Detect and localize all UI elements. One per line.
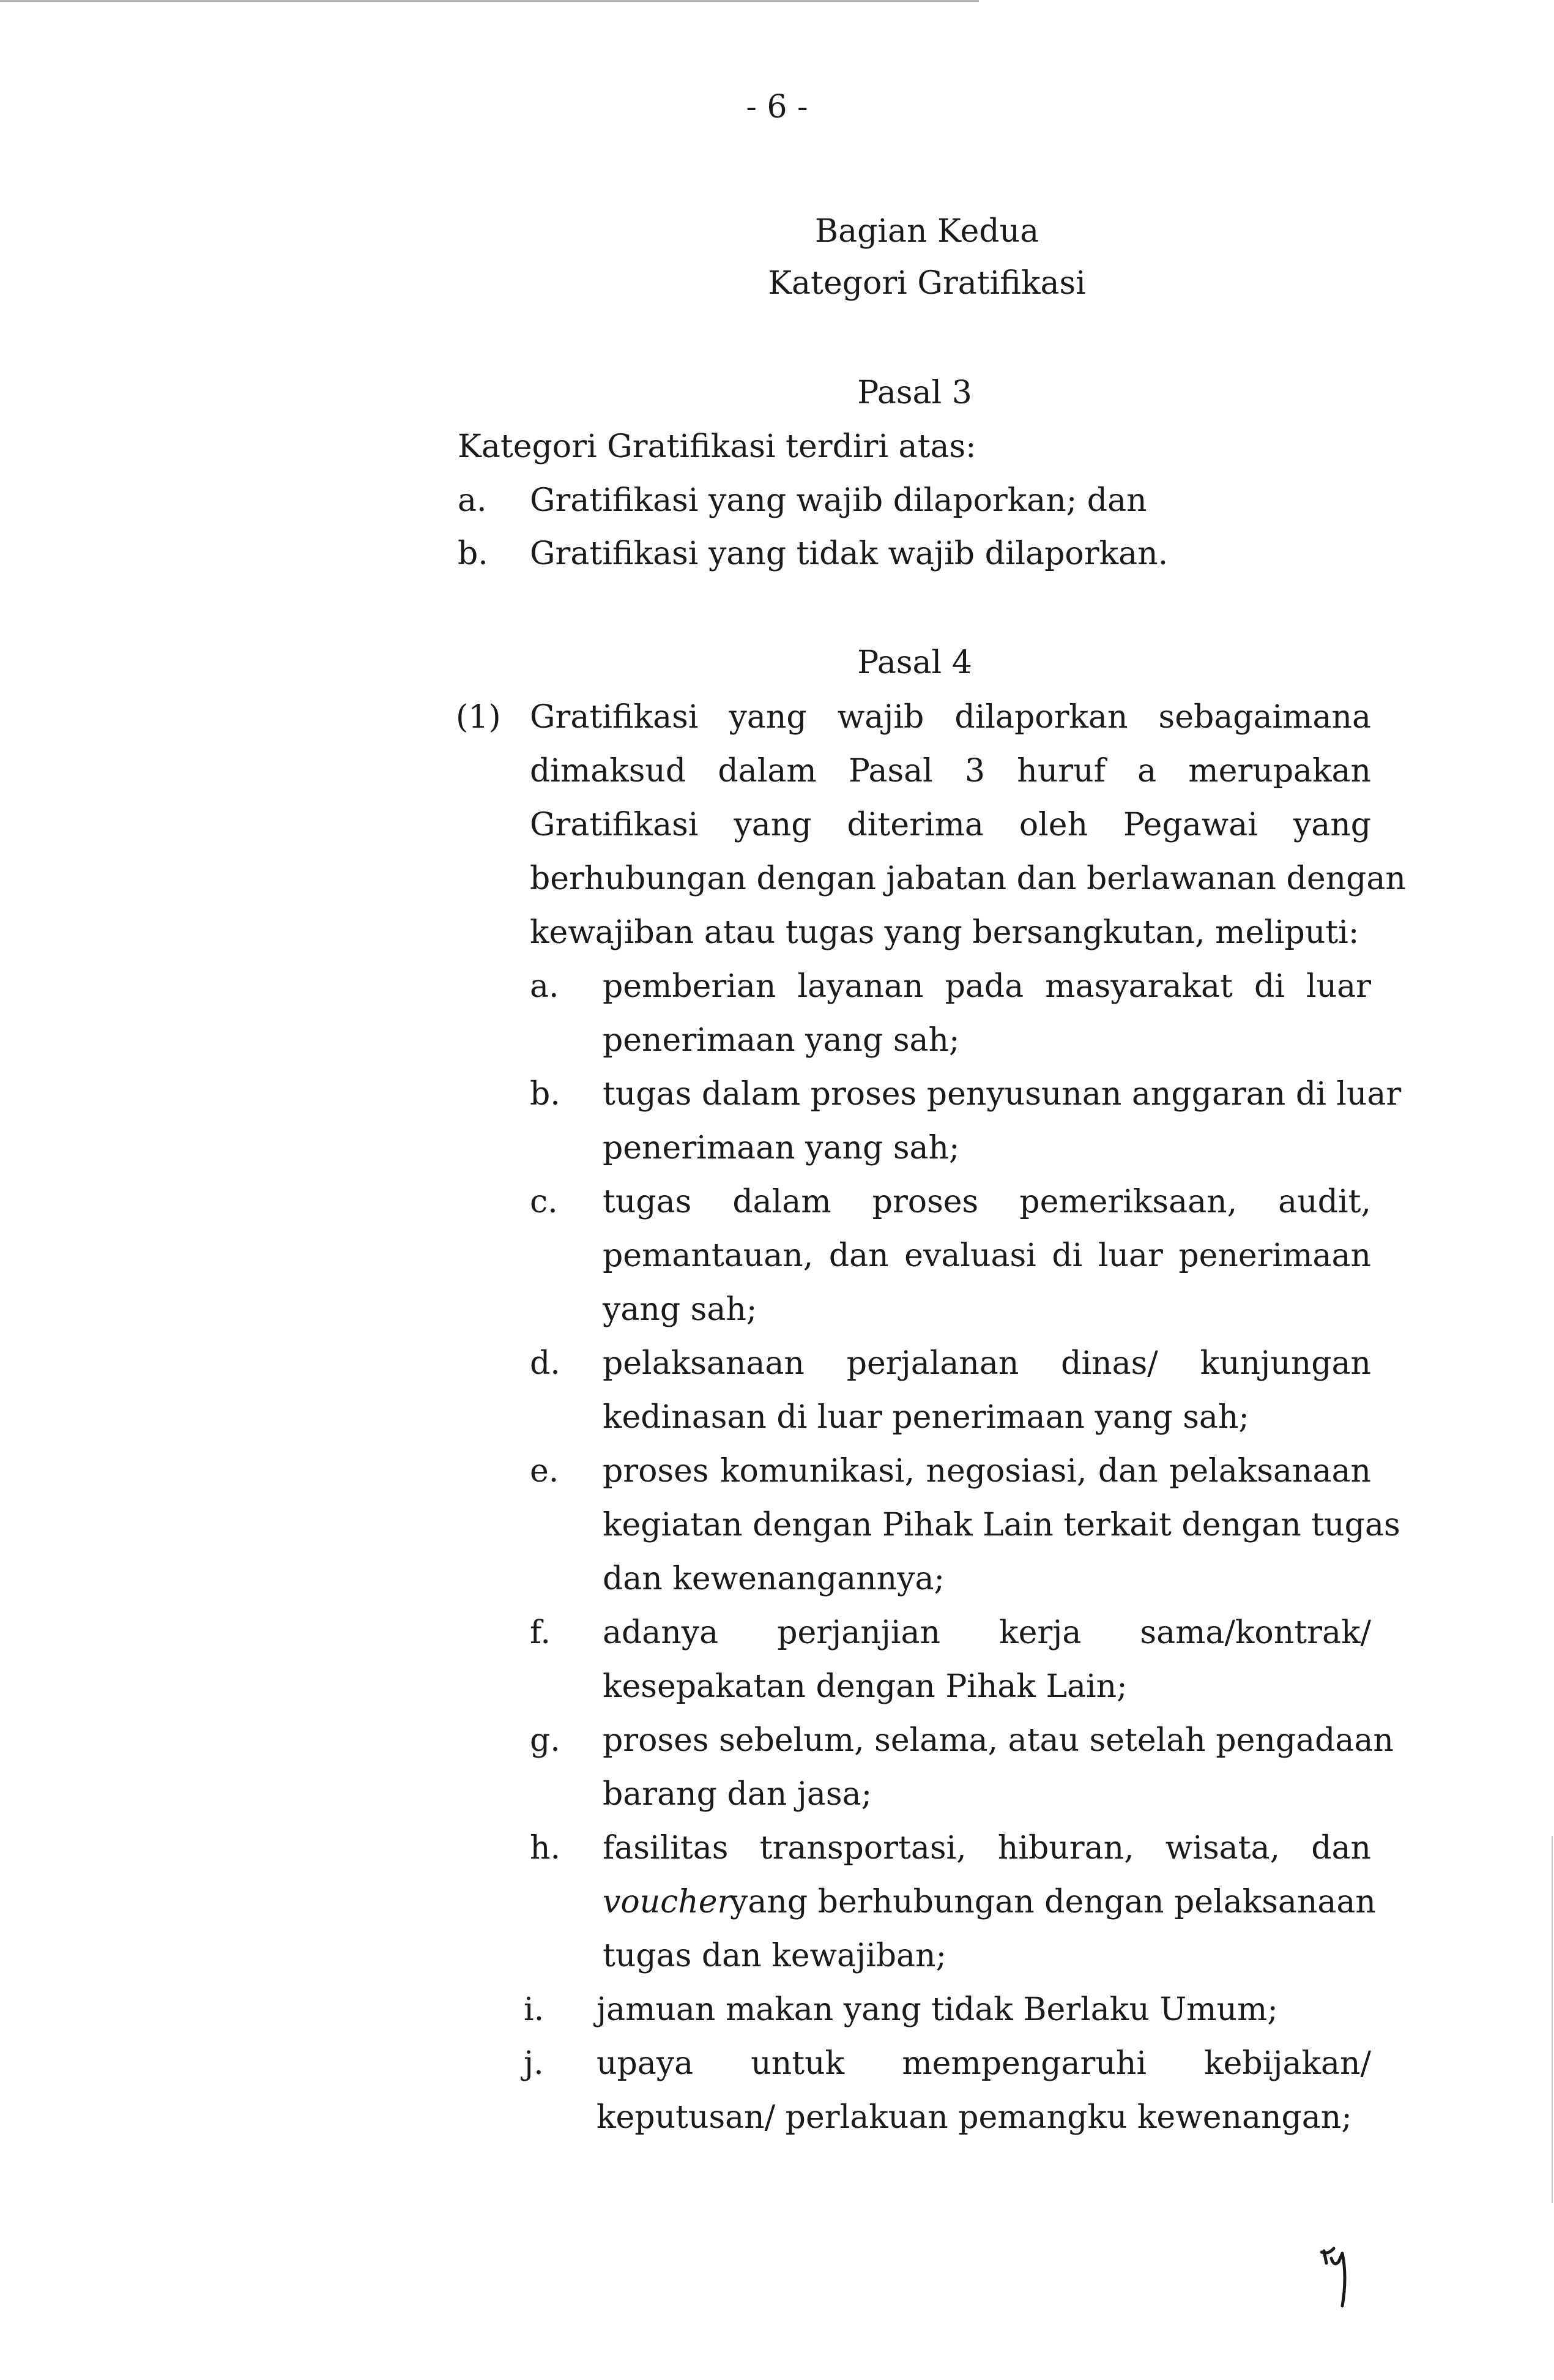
pasal-4-item-line: dan kewenangannya; bbox=[603, 1561, 945, 1597]
pasal-3-item-b-marker: b. bbox=[458, 535, 488, 572]
pasal-3-title: Pasal 3 bbox=[857, 375, 972, 411]
pasal-4-item-line: proses komunikasi, negosiasi, dan pelaksanaan bbox=[603, 1453, 1371, 1490]
section-part: Bagian Kedua bbox=[814, 213, 1039, 250]
pasal-4-item-line: penerimaan yang sah; bbox=[603, 1130, 960, 1166]
pasal-4-item-marker: d. bbox=[530, 1345, 560, 1382]
scan-right-edge bbox=[1552, 1836, 1553, 2203]
pasal-4-item-line: kedinasan di luar penerimaan yang sah; bbox=[603, 1399, 1249, 1436]
pasal-4-item-line: tugas dan kewajiban; bbox=[603, 1938, 947, 1974]
pasal-4-item-line: tugas dalam proses pemeriksaan, audit, bbox=[603, 1184, 1371, 1220]
initial-signature bbox=[1315, 2240, 1370, 2313]
pasal-4-item-marker: a. bbox=[530, 968, 559, 1005]
pasal-4-item-marker: j. bbox=[524, 2045, 544, 2082]
pasal-4-paragraph-1-line: kewajiban atau tugas yang bersangkutan, meliputi: bbox=[530, 914, 1359, 951]
pasal-4-item-line: pemantauan, dan evaluasi di luar penerimaan bbox=[603, 1237, 1371, 1274]
pasal-4-item-line: proses sebelum, selama, atau setelah pengadaan bbox=[603, 1722, 1394, 1759]
pasal-4-item-line: tugas dalam proses penyusunan anggaran di luar bbox=[603, 1076, 1402, 1113]
pasal-4-item-line: yang berhubungan dengan pelaksanaan bbox=[730, 1884, 1376, 1920]
pasal-4-item-line: kegiatan dengan Pihak Lain terkait dengan tugas bbox=[603, 1507, 1400, 1543]
pasal-4-item-marker: e. bbox=[530, 1453, 559, 1490]
pasal-4-item-marker: g. bbox=[530, 1722, 560, 1759]
pasal-4-item-marker: f. bbox=[530, 1614, 551, 1651]
scan-top-edge bbox=[0, 0, 979, 2]
pasal-4-item-line: keputusan/ perlakuan pemangku kewenangan; bbox=[597, 2099, 1352, 2136]
pasal-4-paragraph-1-line: Gratifikasi yang diterima oleh Pegawai yang bbox=[530, 807, 1371, 843]
pasal-4-paragraph-1-line: Gratifikasi yang wajib dilaporkan sebagaimana bbox=[530, 699, 1371, 736]
pasal-4-item-line: adanya perjanjian kerja sama/kontrak/ bbox=[603, 1614, 1371, 1651]
pasal-4-item-line: pelaksanaan perjalanan dinas/ kunjungan bbox=[603, 1345, 1371, 1382]
pasal-4-item-line: penerimaan yang sah; bbox=[603, 1022, 960, 1059]
pasal-4-item-line: upaya untuk mempengaruhi kebijakan/ bbox=[597, 2045, 1371, 2082]
pasal-4-item-marker: c. bbox=[530, 1184, 558, 1220]
pasal-4-item-line: pemberian layanan pada masyarakat di luar bbox=[603, 968, 1371, 1005]
pasal-4-paragraph-1-line: berhubungan dengan jabatan dan berlawanan dengan bbox=[530, 860, 1406, 897]
pasal-4-item-marker: h. bbox=[530, 1830, 561, 1867]
pasal-4-paragraph-1-marker: (1) bbox=[456, 699, 501, 736]
pasal-3-item-a-marker: a. bbox=[458, 482, 487, 519]
pasal-4-item-marker: b. bbox=[530, 1076, 560, 1113]
pasal-3-item-a-text: Gratifikasi yang wajib dilaporkan; dan bbox=[530, 482, 1147, 519]
pasal-3-item-b-text: Gratifikasi yang tidak wajib dilaporkan. bbox=[530, 535, 1169, 572]
pasal-4-item-italic-term: voucher bbox=[603, 1884, 733, 1920]
pasal-4-title: Pasal 4 bbox=[857, 644, 972, 681]
pasal-4-paragraph-1-line: dimaksud dalam Pasal 3 huruf a merupakan bbox=[530, 753, 1371, 789]
section-title: Kategori Gratifikasi bbox=[768, 265, 1086, 302]
pasal-4-item-marker: i. bbox=[524, 1991, 545, 2028]
pasal-4-item-line: fasilitas transportasi, hiburan, wisata, dan bbox=[603, 1830, 1371, 1867]
page-number: - 6 - bbox=[746, 89, 808, 125]
pasal-4-item-line: yang sah; bbox=[603, 1291, 757, 1328]
pasal-4-item-line: barang dan jasa; bbox=[603, 1776, 872, 1813]
pasal-4-item-line: kesepakatan dengan Pihak Lain; bbox=[603, 1668, 1128, 1705]
pasal-4-item-line: jamuan makan yang tidak Berlaku Umum; bbox=[597, 1991, 1278, 2028]
pasal-3-intro: Kategori Gratifikasi terdiri atas: bbox=[458, 428, 976, 465]
